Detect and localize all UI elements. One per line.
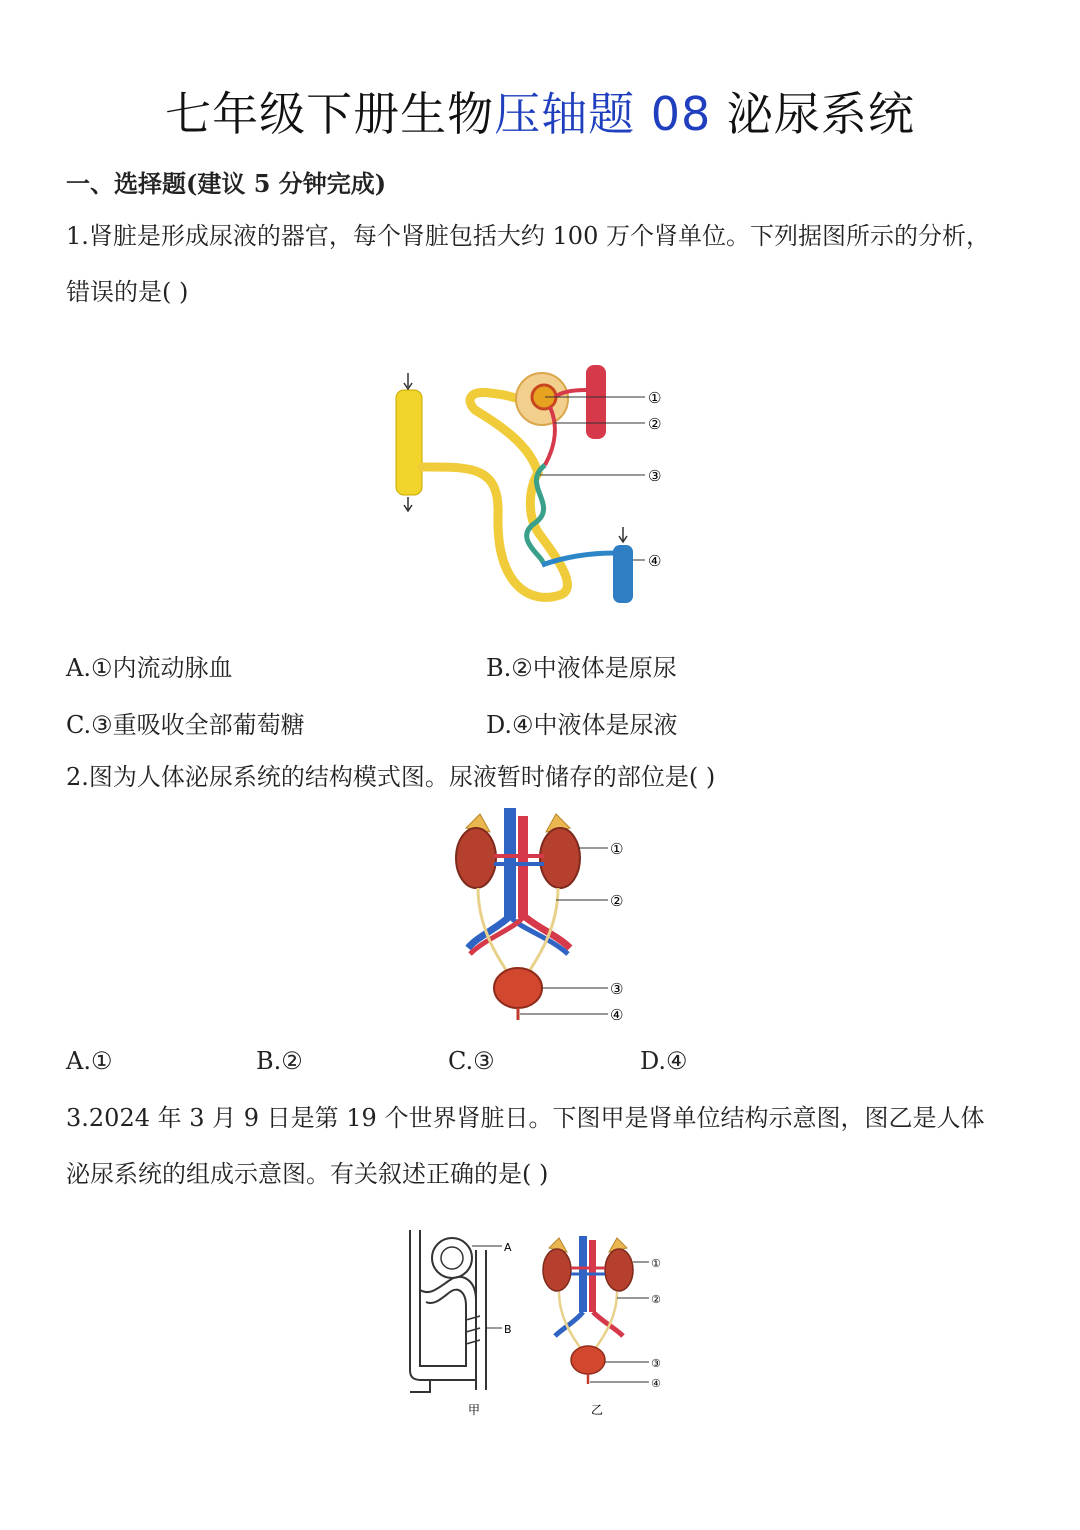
q1-option-d[interactable]: D.④中液体是尿液 — [486, 711, 678, 739]
q2-stem: 2.图为人体泌尿系统的结构模式图。尿液暂时储存的部位是( ) — [66, 763, 716, 791]
vein-segment — [613, 545, 633, 603]
q3-yi-label-1: ① — [651, 1257, 661, 1270]
q2-option-a[interactable]: A.① — [66, 1047, 113, 1075]
q3-yi-label-3: ③ — [651, 1357, 661, 1370]
q1-label-1: ① — [648, 389, 662, 407]
q1-line1: 1.肾脏是形成尿液的器官，每个肾脏包括大约 100 万个肾单位。下列据图所示的分析， — [66, 222, 990, 250]
q3-label-b: B — [504, 1323, 512, 1336]
q2-label-2: ② — [610, 892, 624, 910]
q2-urinary-figure — [438, 808, 638, 1028]
q1-label-4: ④ — [648, 552, 662, 570]
q3-fig-yi — [535, 1236, 675, 1416]
right-kidney — [540, 828, 580, 888]
q2-label-3: ③ — [610, 980, 624, 998]
q1-line2: 错误的是( ) — [66, 278, 189, 306]
bladder — [494, 968, 542, 1008]
renal-capsule-outline — [432, 1238, 472, 1278]
aorta — [518, 816, 528, 918]
q3-stem — [66, 1090, 1026, 1202]
q1-label-3: ③ — [648, 467, 662, 485]
q3-caption-jia: 甲 — [468, 1403, 481, 1417]
q3-label-a: A — [504, 1241, 512, 1254]
title-part2: 压轴题 08 — [494, 87, 712, 141]
title-part3: 泌尿系统 — [711, 87, 915, 141]
yi-left-kidney — [543, 1249, 571, 1291]
q3-line2: 泌尿系统的组成示意图。有关叙述正确的是( ) — [66, 1160, 549, 1188]
section-heading: 一、选择题(建议 5 分钟完成) — [66, 169, 387, 198]
q2-option-d[interactable]: D.④ — [640, 1047, 688, 1075]
q3-caption-yi: 乙 — [591, 1403, 604, 1416]
q1-option-b[interactable]: B.②中液体是原尿 — [486, 654, 677, 682]
q1-option-c[interactable]: C.③重吸收全部葡萄糖 — [66, 711, 305, 739]
q3-fig-jia — [390, 1220, 530, 1420]
collecting-duct — [396, 390, 422, 495]
artery-segment — [586, 365, 606, 439]
title-part1: 七年级下册生物 — [165, 87, 495, 141]
q2-option-c[interactable]: C.③ — [448, 1047, 495, 1075]
q2-option-b[interactable]: B.② — [256, 1047, 303, 1075]
q1-stem — [66, 208, 1026, 320]
q2-label-1: ① — [610, 840, 624, 858]
q1-option-a[interactable]: A.①内流动脉血 — [66, 654, 233, 682]
q2-label-4: ④ — [610, 1006, 624, 1024]
page-title — [0, 78, 1080, 144]
q3-line1: 3.2024 年 3 月 9 日是第 19 个世界肾脏日。下图甲是肾单位结构示意图，图乙是人体 — [66, 1104, 985, 1132]
q3-yi-label-4: ④ — [651, 1377, 661, 1390]
left-kidney — [456, 828, 496, 888]
yi-bladder — [571, 1346, 605, 1374]
q1-label-2: ② — [648, 415, 662, 433]
q3-yi-label-2: ② — [651, 1293, 661, 1306]
yi-right-kidney — [605, 1249, 633, 1291]
q1-nephron-figure — [380, 355, 680, 615]
